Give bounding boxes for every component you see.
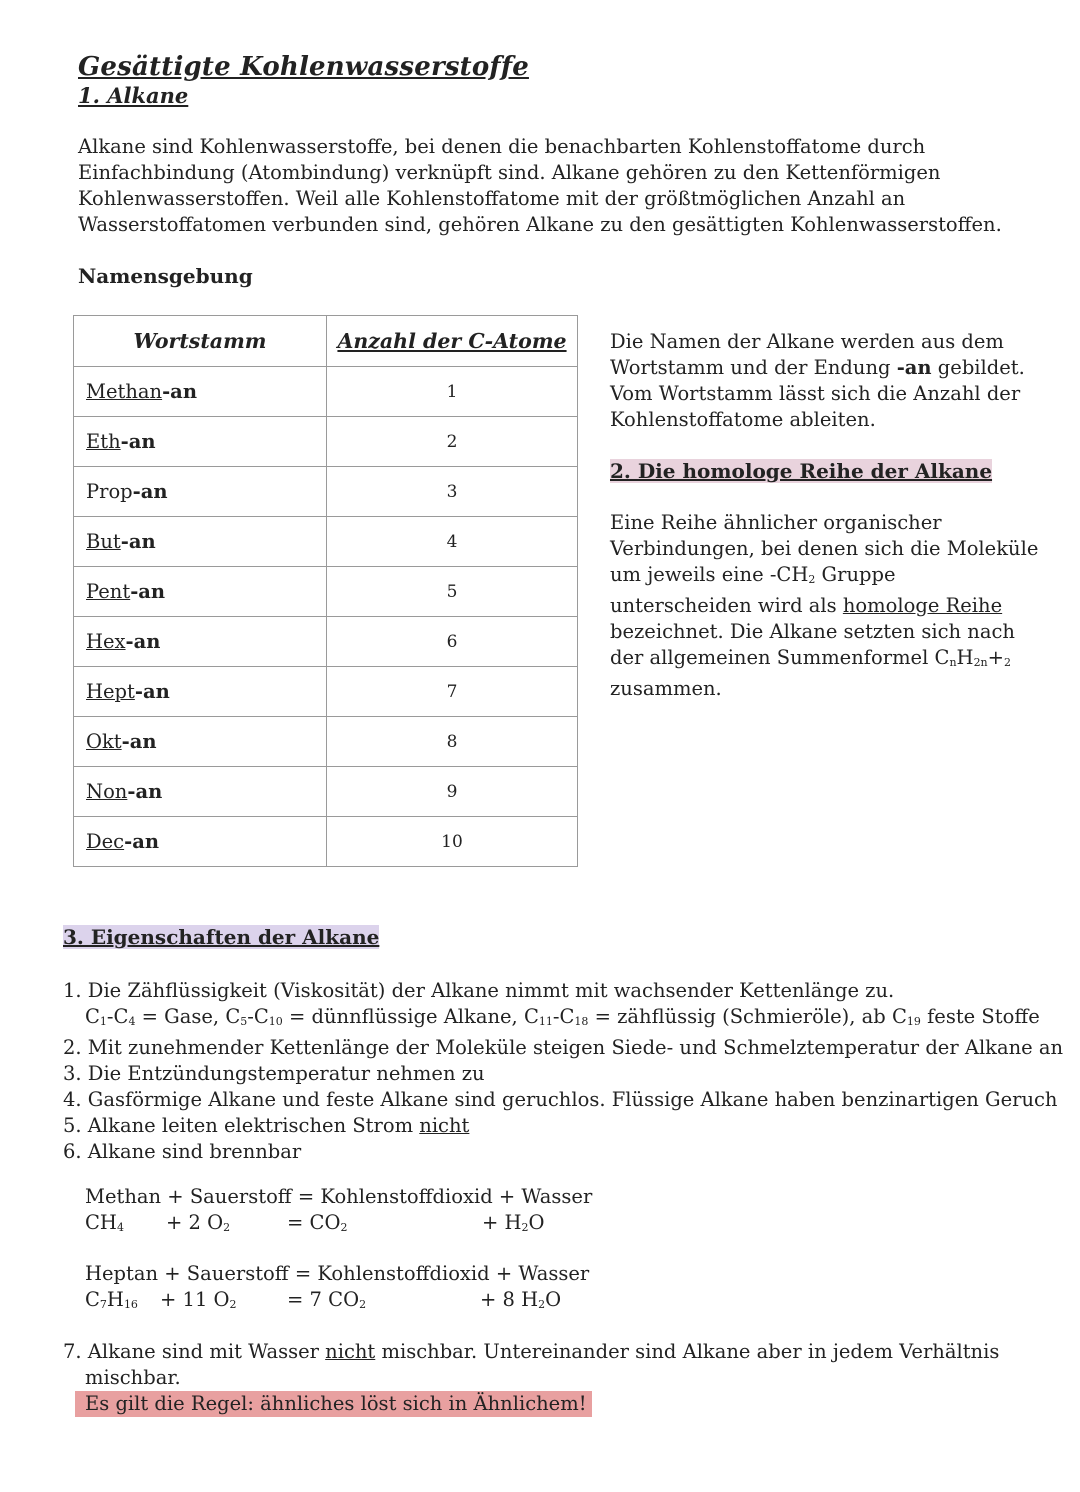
homolog-sub-1: 2 xyxy=(808,573,816,586)
properties-list xyxy=(63,978,1063,1165)
section-homolog-wrap xyxy=(610,458,1040,485)
ending: -an xyxy=(120,430,156,453)
homolog-text-5: + xyxy=(987,646,1004,669)
count-cell: 5 xyxy=(327,567,578,617)
equation-1-words: Methan + Sauerstoff = Kohlenstoffdioxid + Wasser xyxy=(85,1185,593,1208)
ending: -an xyxy=(124,830,160,853)
stem: Prop xyxy=(86,480,133,503)
homolog-paragraph xyxy=(610,510,1040,702)
equation-1-formula-a: $CH_4$ xyxy=(85,1211,124,1234)
property-2: 2. Mit zunehmender Kettenlänge der Moleküle steigen Siede- und Schmelztemperatur der Alkane an xyxy=(63,1036,1064,1059)
stem-cell xyxy=(74,567,327,617)
section-properties-heading: 3. Eigenschaften der Alkane xyxy=(63,925,380,949)
property-7-text-a: 7. Alkane sind mit Wasser xyxy=(63,1340,326,1363)
naming-text-bold: -an xyxy=(896,356,932,379)
equation-2-words: Heptan + Sauerstoff = Kohlenstoffdioxid + Wasser xyxy=(85,1262,590,1285)
count-cell: 3 xyxy=(327,467,578,517)
equation-1-formula-b: + 2 $O_2$ xyxy=(166,1211,231,1234)
homolog-text-6: zusammen. xyxy=(610,677,722,700)
table-row xyxy=(74,717,578,767)
count-cell: 8 xyxy=(327,717,578,767)
stem: Eth xyxy=(86,430,121,453)
stem-cell xyxy=(74,417,327,467)
naming-heading: Namensgebung xyxy=(78,264,253,288)
count-cell: 2 xyxy=(327,417,578,467)
count-cell: 10 xyxy=(327,817,578,867)
stem: Non xyxy=(86,780,128,803)
property-7-cont: mischbar. xyxy=(85,1366,181,1389)
naming-text-2: gebildet. Vom Wortstamm lässt sich die Anzahl der Kohlenstoffatome ableiten. xyxy=(610,356,1025,431)
homolog-text-2: Gruppe unterscheiden wird als xyxy=(610,563,896,617)
table-header-row xyxy=(74,316,578,367)
stem: Pent xyxy=(86,580,131,603)
homolog-underlined: homologe Reihe xyxy=(842,594,1003,617)
count-cell: 9 xyxy=(327,767,578,817)
stem: Methan xyxy=(86,380,163,403)
property-1-detail: $C_1-C_4$ = Gase, $C_5-C_{10}$ = dünnflüssige Alkane, $C_{11}-C_{18}$ = zähflüssig (Schmieröle), ab $C_{19}$ feste Stoffe xyxy=(85,1005,1040,1028)
ending: -an xyxy=(134,680,170,703)
header-wortstamm: Wortstamm xyxy=(74,316,327,367)
section-properties-wrap xyxy=(63,925,379,949)
property-4: 4. Gasförmige Alkane und feste Alkane sind geruchlos. Flüssige Alkane haben benzinartigen Geruch xyxy=(63,1088,1058,1111)
property-7-text-c: mischbar. Untereinander sind Alkane aber in jedem Verhältnis xyxy=(375,1340,1000,1363)
homolog-sub-2: n xyxy=(949,656,957,669)
property-6: 6. Alkane sind brennbar xyxy=(63,1140,302,1163)
equation-1-formula-c: = $CO_2$ xyxy=(287,1211,348,1234)
stem-cell xyxy=(74,617,327,667)
count-cell: 7 xyxy=(327,667,578,717)
ending: -an xyxy=(121,730,157,753)
homolog-sub-4: 2 xyxy=(1004,656,1011,669)
header-anzahl: Anzahl der C-Atome xyxy=(327,316,578,367)
stem-cell xyxy=(74,767,327,817)
table-row xyxy=(74,617,578,667)
property-5-emph: nicht xyxy=(419,1114,470,1137)
stem-cell xyxy=(74,467,327,517)
stem-cell xyxy=(74,367,327,417)
count-cell: 6 xyxy=(327,617,578,667)
intro-paragraph: Alkane sind Kohlenwasserstoffe, bei denen die benachbarten Kohlenstoffatome durch Einfachbindung (Atombindung) verknüpft sind. Alkane gehören zu den Kettenförmigen Kohlenwasserstoffen. Weil alle Kohlenstoffatome mit der größtmöglichen Anzahl an Wasserstoffatomen verbunden sind, gehören Alkane zu den gesättigten Kohlenwasserstoffen. xyxy=(78,135,1002,236)
equation-2-formula-c: = 7 $CO_2$ xyxy=(287,1288,367,1311)
property-3: 3. Die Entzündungstemperatur nehmen zu xyxy=(63,1062,485,1085)
table-row xyxy=(74,667,578,717)
equation-1-formula-d: + $H_2O$ xyxy=(482,1211,545,1234)
stem-cell xyxy=(74,817,327,867)
homolog-text-4: H xyxy=(956,646,974,669)
stem-cell xyxy=(74,667,327,717)
stem: Hex xyxy=(86,630,126,653)
naming-text-1: Die Namen der Alkane werden aus dem Wortstamm und der Endung xyxy=(610,330,1004,379)
homolog-text-1: Eine Reihe ähnlicher organischer Verbindungen, bei denen sich die Moleküle um jeweils eine -CH xyxy=(610,511,1039,586)
stem-cell xyxy=(74,717,327,767)
ending: -an xyxy=(125,630,161,653)
alkane-naming-table xyxy=(73,315,578,867)
equation-2-formula-b: + 11 $O_2$ xyxy=(160,1288,237,1311)
table-row xyxy=(74,467,578,517)
equation-2-formula-a: $C_7H_{16}$ xyxy=(85,1288,138,1311)
table-row xyxy=(74,517,578,567)
ending: -an xyxy=(162,380,197,403)
homolog-text-3: bezeichnet. Die Alkane setzten sich nach der allgemeinen Summenformel C xyxy=(610,620,1015,669)
equation-2-formula-d: + 8 $H_2O$ xyxy=(480,1288,562,1311)
stem: Hept xyxy=(86,680,135,703)
table-row xyxy=(74,567,578,617)
ending: -an xyxy=(130,580,166,603)
stem-cell xyxy=(74,517,327,567)
naming-explanation xyxy=(610,329,1040,433)
ending: -an xyxy=(132,480,168,503)
stem: Okt xyxy=(86,730,122,753)
property-5 xyxy=(63,1113,1063,1139)
count-cell: 4 xyxy=(327,517,578,567)
property-7-emph: nicht xyxy=(325,1340,376,1363)
property-7-block xyxy=(63,1339,1063,1391)
property-7 xyxy=(63,1339,1063,1365)
homolog-sub-3: 2n xyxy=(973,656,988,669)
table-row xyxy=(74,817,578,867)
table-row xyxy=(74,767,578,817)
property-5-text: 5. Alkane leiten elektrischen Strom xyxy=(63,1114,420,1137)
ending: -an xyxy=(120,530,156,553)
page-title: Gesättigte Kohlenwasserstoffe xyxy=(78,52,529,82)
count-cell: 1 xyxy=(327,367,578,417)
ending: -an xyxy=(127,780,163,803)
stem: Dec xyxy=(86,830,125,853)
stem: But xyxy=(86,530,121,553)
section-alkane-heading: 1. Alkane xyxy=(78,83,189,108)
table-row xyxy=(74,367,578,417)
section-homolog-heading: 2. Die homologe Reihe der Alkane xyxy=(610,459,993,483)
rule-highlight: Es gilt die Regel: ähnliches löst sich in Ähnlichem! xyxy=(75,1391,592,1417)
property-1: 1. Die Zähflüssigkeit (Viskosität) der Alkane nimmt mit wachsender Kettenlänge zu. xyxy=(63,979,895,1002)
table-row xyxy=(74,417,578,467)
